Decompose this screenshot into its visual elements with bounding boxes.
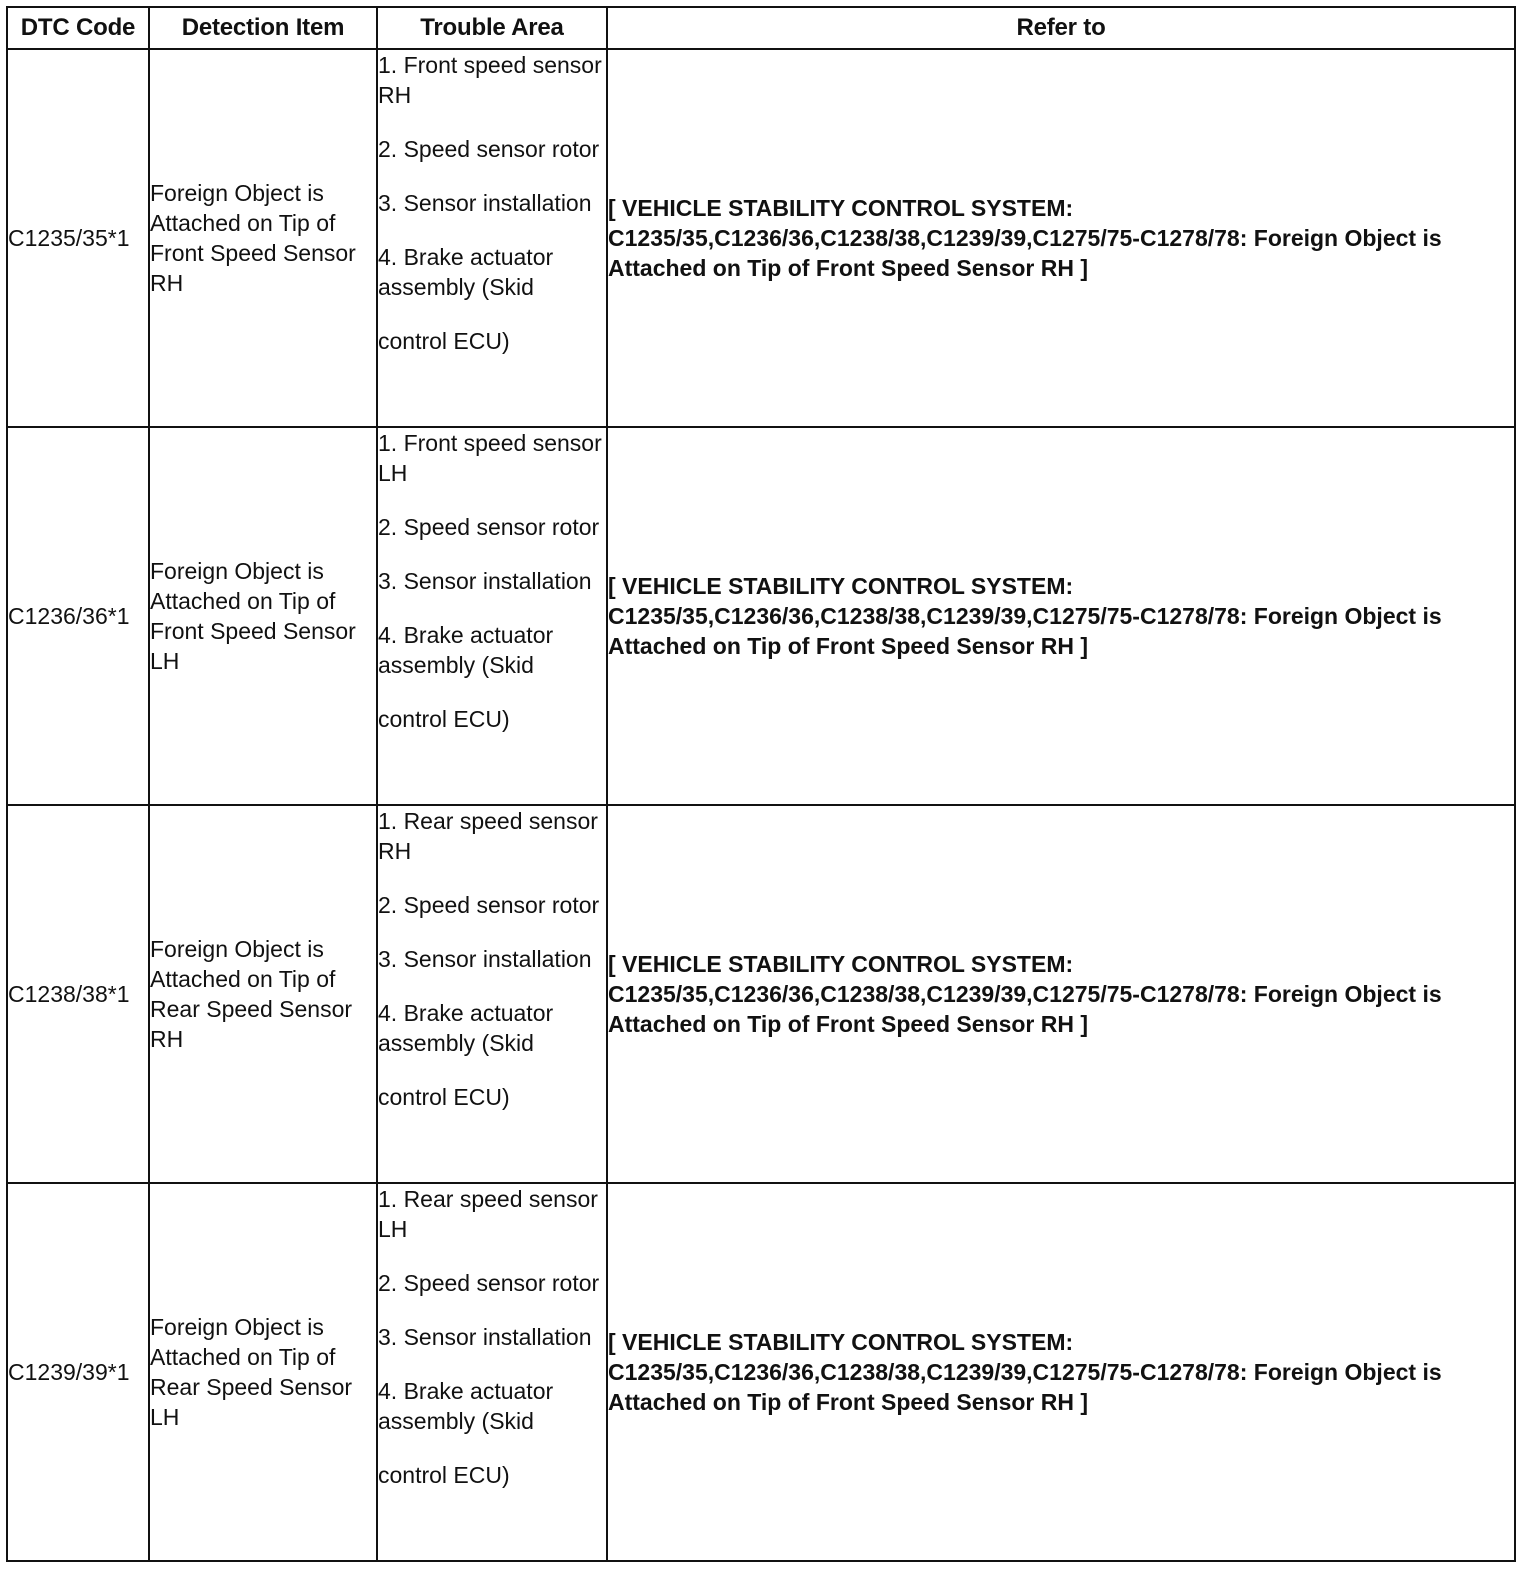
trouble-item: 4. Brake actuator assembly (Skid (378, 1378, 554, 1434)
dtc-code-cell: C1238/38*1 (7, 805, 149, 1183)
dtc-code-cell: C1236/36*1 (7, 427, 149, 805)
trouble-item-continuation: control ECU) (378, 328, 510, 354)
trouble-item: 4. Brake actuator assembly (Skid (378, 622, 554, 678)
dtc-code-cell: C1235/35*1 (7, 49, 149, 427)
header-refer-to: Refer to (607, 7, 1515, 49)
table-row (7, 427, 1515, 805)
trouble-item: 3. Sensor installation (378, 946, 592, 972)
refer-to-link[interactable]: [ VEHICLE STABILITY CONTROL SYSTEM: C1235/35,C1236/36,C1238/38,C1239/39,C1275/75-C1278/78: Foreign Object is Attached on Tip of Front Speed Sensor RH ] (607, 49, 1515, 427)
trouble-area-cell (377, 805, 607, 1183)
trouble-item: 1. Front speed sensor RH (378, 52, 602, 108)
dtc-code-cell: C1239/39*1 (7, 1183, 149, 1561)
refer-to-link[interactable]: [ VEHICLE STABILITY CONTROL SYSTEM: C1235/35,C1236/36,C1238/38,C1239/39,C1275/75-C1278/78: Foreign Object is Attached on Tip of Front Speed Sensor RH ] (607, 1183, 1515, 1561)
trouble-item-continuation: control ECU) (378, 1084, 510, 1110)
trouble-item: 1. Rear speed sensor LH (378, 1186, 598, 1242)
trouble-item: 2. Speed sensor rotor (378, 136, 600, 162)
detection-item-cell: Foreign Object is Attached on Tip of Rear Speed Sensor LH (149, 1183, 377, 1561)
refer-to-link[interactable]: [ VEHICLE STABILITY CONTROL SYSTEM: C1235/35,C1236/36,C1238/38,C1239/39,C1275/75-C1278/78: Foreign Object is Attached on Tip of Front Speed Sensor RH ] (607, 427, 1515, 805)
trouble-item-continuation: control ECU) (378, 1462, 510, 1488)
trouble-area-cell (377, 427, 607, 805)
trouble-item: 3. Sensor installation (378, 190, 592, 216)
dtc-table (6, 6, 1516, 1562)
table-row (7, 1183, 1515, 1561)
trouble-item: 1. Rear speed sensor RH (378, 808, 598, 864)
header-detection-item: Detection Item (149, 7, 377, 49)
trouble-area-cell (377, 1183, 607, 1561)
header-trouble-area: Trouble Area (377, 7, 607, 49)
trouble-item-continuation: control ECU) (378, 706, 510, 732)
detection-item-cell: Foreign Object is Attached on Tip of Front Speed Sensor LH (149, 427, 377, 805)
table-row (7, 805, 1515, 1183)
trouble-item: 2. Speed sensor rotor (378, 892, 600, 918)
trouble-item: 2. Speed sensor rotor (378, 514, 600, 540)
trouble-item: 1. Front speed sensor LH (378, 430, 602, 486)
trouble-item: 3. Sensor installation (378, 568, 592, 594)
trouble-item: 2. Speed sensor rotor (378, 1270, 600, 1296)
detection-item-cell: Foreign Object is Attached on Tip of Front Speed Sensor RH (149, 49, 377, 427)
header-row (7, 7, 1515, 49)
table-row (7, 49, 1515, 427)
refer-to-link[interactable]: [ VEHICLE STABILITY CONTROL SYSTEM: C1235/35,C1236/36,C1238/38,C1239/39,C1275/75-C1278/78: Foreign Object is Attached on Tip of Front Speed Sensor RH ] (607, 805, 1515, 1183)
trouble-area-cell (377, 49, 607, 427)
header-dtc-code: DTC Code (7, 7, 149, 49)
trouble-item: 4. Brake actuator assembly (Skid (378, 1000, 554, 1056)
trouble-item: 4. Brake actuator assembly (Skid (378, 244, 554, 300)
detection-item-cell: Foreign Object is Attached on Tip of Rear Speed Sensor RH (149, 805, 377, 1183)
trouble-item: 3. Sensor installation (378, 1324, 592, 1350)
